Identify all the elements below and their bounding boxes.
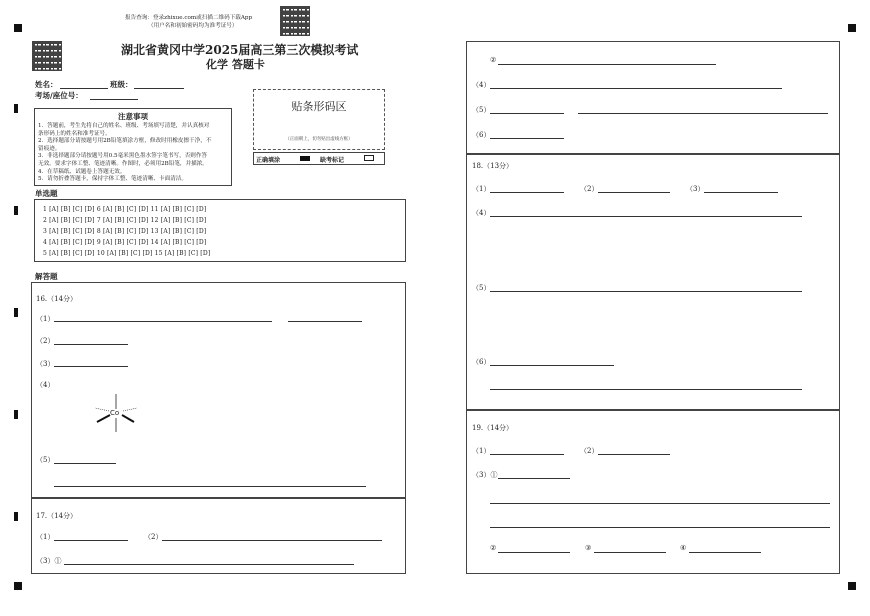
barcode-hint: （正面朝上，切勿贴出虚线方框） [285, 137, 353, 142]
q19-part3-4-label: ④ [680, 544, 687, 552]
mcq-box [34, 199, 406, 262]
q17-part6-label: （6） [472, 131, 491, 139]
notice-item: 条形码上的姓名和准考证号。 [38, 130, 111, 137]
q16-part5-label: （5） [36, 456, 55, 464]
q18-part1-label: （1） [472, 185, 491, 193]
answers-section-title: 解答题 [35, 272, 58, 281]
corner-mark-tl [14, 24, 22, 32]
q19-part3-2-answer[interactable] [498, 552, 570, 553]
notice-item: 1．答题前，考生先将自己的姓名、班级、考场填写清楚，并认真核对 [38, 123, 210, 129]
q18-part6-label: （6） [472, 358, 491, 366]
mcq-section-title: 单选题 [35, 189, 58, 198]
side-mark [14, 206, 18, 215]
question-19-box [466, 410, 840, 574]
q17-part4-answer[interactable] [490, 88, 782, 89]
q16-part1-label: （1） [36, 315, 55, 323]
report-note-2: （用户名和初始密码均为准考证号） [148, 23, 238, 29]
notice-item: 5．请勿折叠答题卡，保持字体工整、笔迹清晰、卡面清洁。 [38, 176, 187, 183]
side-mark [14, 512, 18, 521]
fill-example-box [253, 152, 385, 165]
q17-part1-label: （1） [36, 533, 55, 541]
q18-part4-answer[interactable] [490, 216, 802, 217]
q17-part3-label: （3）① [36, 557, 62, 565]
q16-part1-answer[interactable] [54, 321, 272, 322]
q18-part4-label: （4） [472, 209, 491, 217]
q19-part3-2-label: ② [490, 544, 497, 552]
q16-part4-label: （4） [36, 381, 55, 389]
cobalt-atom-label: Co [110, 409, 120, 417]
seat-field[interactable] [90, 99, 138, 100]
q17-part5-answer-2[interactable] [578, 113, 828, 114]
q19-part1-label: （1） [472, 447, 491, 455]
missing-mark-checkbox[interactable] [364, 155, 374, 161]
q17-part2-label: （2） [144, 533, 163, 541]
notice-title: 注意事项 [118, 112, 148, 121]
report-note-1: 报告查询：登录zhixue.com或扫描二维码下载App [125, 15, 253, 21]
q19-part2-label: （2） [580, 447, 599, 455]
q16-part2-answer[interactable] [54, 344, 128, 345]
notice-item: 4．在草稿纸、试题卷上答题无效。 [38, 168, 126, 175]
q17-cont-part3-2-label: ② [490, 56, 497, 64]
q16-part2-label: （2） [36, 337, 55, 345]
name-label: 姓名： [35, 80, 58, 89]
q17-part2-answer[interactable] [162, 540, 382, 541]
mcq-row[interactable]: 1 [A] [B] [C] [D] 6 [A] [B] [C] [D] 11 [A] [B] [C] [D] [43, 206, 207, 213]
q16-part3-answer[interactable] [54, 366, 128, 367]
q19-part2-answer[interactable] [598, 454, 670, 455]
q19-part3-answer[interactable] [498, 478, 570, 479]
q18-part3-label: （3） [686, 185, 705, 193]
q17-cont-part3-2-answer[interactable] [498, 64, 716, 65]
q18-part3-answer[interactable] [704, 192, 778, 193]
q18-part6-answer[interactable] [490, 365, 614, 366]
q18-part5-label: （5） [472, 284, 491, 292]
q18-part2-answer[interactable] [598, 192, 670, 193]
q18-title: 18.（13分） [472, 162, 514, 170]
qr-code-icon [280, 6, 310, 36]
qr-code-icon [32, 41, 62, 71]
notice-item: 3．非选择题部分请按题号用0.5毫米黑色墨水签字笔书写，否则作答 [38, 153, 208, 160]
page-subtitle: 化学 答题卡 [206, 58, 265, 71]
side-mark [14, 308, 18, 317]
q17-part6-answer[interactable] [490, 138, 564, 139]
q19-part1-answer[interactable] [490, 454, 564, 455]
corner-mark-br [848, 582, 856, 590]
q16-part3-label: （3） [36, 360, 55, 368]
notice-item: 2．选择题部分请按题号用2B铅笔填涂方框，修改时用橡皮擦干净，不 [38, 138, 212, 145]
q17-part5-answer[interactable] [490, 113, 564, 114]
mcq-row[interactable]: 4 [A] [B] [C] [D] 9 [A] [B] [C] [D] 14 [A] [B] [C] [D] [43, 239, 207, 246]
q19-part3-3-answer[interactable] [594, 552, 666, 553]
class-field[interactable] [134, 88, 184, 89]
q18-part5-answer[interactable] [490, 291, 802, 292]
q17-part4-label: （4） [472, 81, 491, 89]
q16-part5-answer[interactable] [54, 463, 116, 464]
corner-mark-tr [848, 24, 856, 32]
q19-part3-answer-3[interactable] [490, 527, 830, 528]
notice-item: 无效。要求字体工整、笔迹清晰。作图时，必须用2B铅笔，并描浓。 [38, 160, 208, 167]
barcode-area [253, 89, 385, 150]
side-mark [14, 104, 18, 113]
class-label: 班级： [110, 80, 133, 89]
q16-part1-answer-2[interactable] [288, 321, 362, 322]
q18-part6-answer-2[interactable] [490, 389, 802, 390]
q17-part1-answer[interactable] [54, 540, 128, 541]
mcq-row[interactable]: 2 [A] [B] [C] [D] 7 [A] [B] [C] [D] 12 [A] [B] [C] [D] [43, 217, 207, 224]
q17-part3-answer[interactable] [64, 564, 354, 565]
barcode-title: 贴条形码区 [291, 100, 347, 113]
q17-title: 17.（14分） [36, 512, 78, 520]
notice-box [34, 108, 232, 186]
mcq-row[interactable]: 5 [A] [B] [C] [D] 10 [A] [B] [C] [D] 15 [A] [B] [C] [D] [43, 250, 211, 257]
corner-mark-bl [14, 582, 22, 590]
q19-title: 19.（14分） [472, 424, 514, 432]
seat-label: 考场/座位号： [35, 91, 83, 100]
q19-part3-3-label: ③ [585, 544, 592, 552]
mcq-row[interactable]: 3 [A] [B] [C] [D] 8 [A] [B] [C] [D] 13 [A] [B] [C] [D] [43, 228, 207, 235]
page-title: 湖北省黄冈中学2025届高三第三次模拟考试 [121, 43, 359, 57]
q16-part5-answer-2[interactable] [54, 486, 366, 487]
correct-fill-label: 正确填涂 [256, 157, 281, 164]
q19-part3-4-answer[interactable] [689, 552, 761, 553]
question-16-box [31, 282, 406, 498]
q17-part5-label: （5） [472, 106, 491, 114]
q18-part1-answer[interactable] [490, 192, 564, 193]
q19-part3-answer-2[interactable] [490, 503, 830, 504]
notice-item: 留痕迹。 [38, 145, 61, 152]
side-mark [14, 410, 18, 419]
missing-mark-label: 缺考标记 [320, 157, 345, 164]
q18-part2-label: （2） [580, 185, 599, 193]
question-17-box [31, 498, 406, 574]
q16-title: 16.（14分） [36, 295, 78, 303]
q19-part3-label: （3）① [472, 471, 498, 479]
filled-box-icon [300, 156, 310, 161]
name-field[interactable] [60, 88, 108, 89]
